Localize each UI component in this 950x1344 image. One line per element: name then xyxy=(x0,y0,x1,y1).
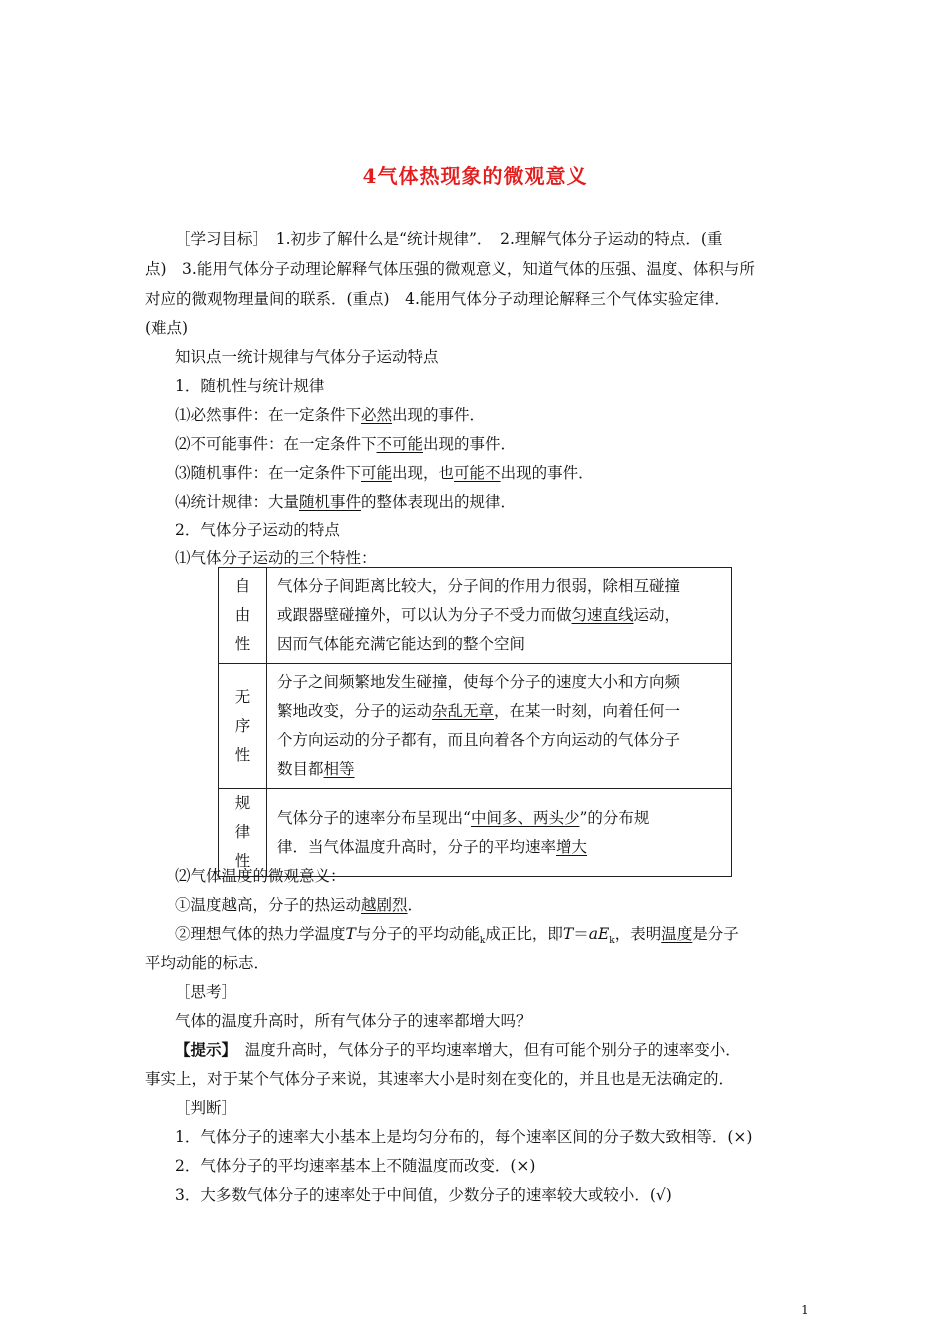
list-item-certain-event xyxy=(175,405,810,425)
item-text: ⑷统计规律：大量 xyxy=(175,493,300,511)
item-answer: 可能 xyxy=(361,464,393,482)
item-answer: 不可能 xyxy=(376,435,424,453)
properties-table xyxy=(218,567,732,877)
cell-text: 繁地改变，分子的运动杂乱无章，在某一时刻，向着任何一 xyxy=(277,702,681,720)
table-row xyxy=(219,568,732,664)
subsection-item-temperature: ⑵气体温度的微观意义： xyxy=(175,867,346,885)
item-answer: 随机事件 xyxy=(299,493,362,511)
objectives-line-4: (难点) xyxy=(145,319,189,337)
judge-item-2: 2．气体分子的平均速率基本上不随温度而改变．(×) xyxy=(175,1157,536,1175)
subsection-heading-2: 2．气体分子运动的特点 xyxy=(175,521,340,539)
judge-label: ［判断］ xyxy=(175,1099,238,1117)
cell-text: 因而气体能充满它能达到的整个空间 xyxy=(277,635,526,653)
row-label xyxy=(219,789,267,877)
item-text: ①温度越高，分子的热运动 xyxy=(175,896,362,914)
subsection-item-three-properties: ⑴气体分子运动的三个特性： xyxy=(175,549,377,567)
circled-item-2 xyxy=(175,924,810,951)
label-char: 性 xyxy=(234,635,251,653)
circled-item-2-cont: 平均动能的标志． xyxy=(145,954,270,972)
circled-item-1 xyxy=(175,895,810,915)
item-text: 出现的事件． xyxy=(423,435,517,453)
cell-text: 气体分子间距离比较大，分子间的作用力很弱，除相互碰撞 xyxy=(277,577,681,595)
label-char: 性 xyxy=(234,852,251,870)
item-text: 出现的事件． xyxy=(392,406,486,424)
document-title: 4气体热现象的微观意义 xyxy=(362,164,588,188)
item-text: 出现的事件． xyxy=(500,464,594,482)
page-number: 1 xyxy=(801,1303,809,1317)
think-question: 气体的温度升高时，所有气体分子的速率都增大吗？ xyxy=(175,1012,532,1030)
label-char: 无 xyxy=(234,687,251,706)
cell-text: 或跟器壁碰撞外，可以认为分子不受力而做匀速直线运动， xyxy=(277,606,681,624)
item-text: 出现，也 xyxy=(392,464,455,482)
cell-text: 个方向运动的分子都有，而且向着各个方向运动的气体分子 xyxy=(277,731,681,749)
label-char: 律 xyxy=(234,823,251,841)
row-label xyxy=(219,568,267,664)
label-char: 自 xyxy=(234,577,251,595)
formula-k: k xyxy=(609,936,615,947)
table-row xyxy=(219,789,732,877)
row-label xyxy=(219,664,267,789)
judge-item-1: 1．气体分子的速率大小基本上是均匀分布的，每个速率区间的分子数大致相等．(×) xyxy=(175,1128,753,1146)
cell-text: 气体分子的速率分布呈现出“中间多、两头少”的分布规 xyxy=(277,808,650,827)
subscript-k: k xyxy=(479,936,486,947)
item-text: 成正比，即 xyxy=(485,925,563,943)
label-char: 规 xyxy=(234,794,251,812)
cell-answer: 中间多、两头少 xyxy=(470,808,580,827)
item-answer: 可能不 xyxy=(454,464,501,482)
cell-text: 律．当气体温度升高时，分子的平均速率增大 xyxy=(277,837,588,856)
cell-answer: 相等 xyxy=(323,760,355,778)
cell-answer: 匀速直线 xyxy=(571,606,634,624)
hint-text: 温度升高时，气体分子的平均速率增大，但有可能个别分子的速率变小． xyxy=(229,1041,741,1059)
formula-a: a xyxy=(588,925,598,943)
item-text: 是分子 xyxy=(692,925,739,943)
formula-E: E xyxy=(597,925,610,943)
cell-text: 数目都相等 xyxy=(277,760,355,778)
cell-text: 分子之间频繁地发生碰撞，使每个分子的速度大小和方向频 xyxy=(277,673,681,691)
symbol-T: T xyxy=(345,925,356,943)
item-text: 与分子的平均动能 xyxy=(355,925,480,943)
list-item-statistical-law xyxy=(175,492,810,512)
label-char: 由 xyxy=(234,606,251,624)
objectives-line-2: 点) 3.能用气体分子动理论解释气体压强的微观意义，知道气体的压强、温度、体积与所 xyxy=(145,260,755,278)
think-label: ［思考］ xyxy=(175,983,238,1001)
objectives-line-1: ［学习目标］ 1.初步了解什么是“统计规律”． 2.理解气体分子运动的特点．(重 xyxy=(175,230,723,248)
table-row xyxy=(219,664,732,789)
item-text: ⑶随机事件：在一定条件下 xyxy=(175,464,362,482)
cell-answer: 杂乱无章 xyxy=(432,702,495,720)
row-description xyxy=(267,789,732,877)
item-text: ，表明 xyxy=(614,925,662,943)
item-answer: 越剧烈 xyxy=(361,896,408,914)
subsection-heading-1: 1．随机性与统计规律 xyxy=(175,377,325,395)
hint-line-1 xyxy=(175,1040,810,1060)
row-description xyxy=(267,664,732,789)
item-text: 的整体表现出的规律． xyxy=(361,493,517,511)
formula-T: T xyxy=(562,925,574,943)
item-answer: 必然 xyxy=(361,406,393,424)
section-heading: 知识点一统计规律与气体分子运动特点 xyxy=(175,348,439,366)
label-char: 序 xyxy=(234,716,251,735)
judge-item-3: 3．大多数气体分子的速率处于中间值，少数分子的速率较大或较小．(√) xyxy=(175,1186,672,1204)
hint-label: 【提示】 xyxy=(175,1040,230,1059)
formula-eq: ＝ xyxy=(573,925,589,943)
label-char: 性 xyxy=(234,745,251,764)
item-text: ②理想气体的热力学温度 xyxy=(175,925,346,943)
item-text: ⑴必然事件：在一定条件下 xyxy=(175,406,362,424)
hint-line-2: 事实上，对于某个气体分子来说，其速率大小是时刻在变化的，并且也是无法确定的． xyxy=(145,1070,735,1088)
item-text: ． xyxy=(407,896,424,914)
item-text: ⑵不可能事件：在一定条件下 xyxy=(175,435,377,453)
row-description xyxy=(267,568,732,664)
objectives-line-3: 对应的微观物理量间的联系．(重点) 4.能用气体分子动理论解释三个气体实验定律． xyxy=(145,290,730,308)
item-answer: 温度 xyxy=(661,925,693,943)
list-item-random-event xyxy=(175,463,810,483)
cell-answer: 增大 xyxy=(556,837,588,856)
list-item-impossible-event xyxy=(175,434,810,454)
